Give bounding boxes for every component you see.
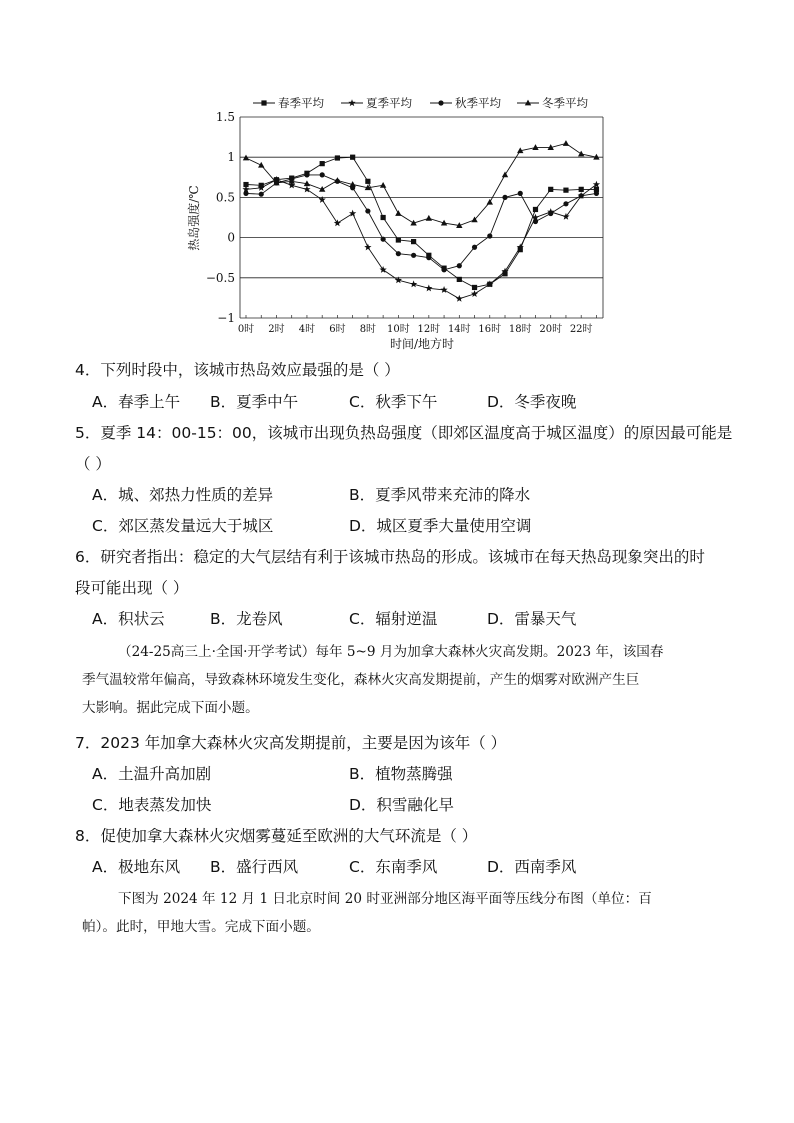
q5-option-a: A．城、郊热力性质的差异 bbox=[92, 486, 274, 504]
y-tick-label: 1 bbox=[227, 150, 235, 165]
question-6-stem: 6．研究者指出：稳定的大气层结有利于该城市热岛的形成。该城市在每天热岛现象突出的时 bbox=[75, 548, 705, 566]
data-point bbox=[320, 161, 325, 166]
data-point bbox=[533, 219, 538, 224]
data-point bbox=[457, 277, 462, 282]
y-tick-labels bbox=[206, 110, 235, 325]
q4-option-d: D．冬季夜晚 bbox=[487, 393, 577, 411]
data-point bbox=[380, 182, 386, 188]
data-point bbox=[438, 100, 443, 105]
question-7-stem: 7．2023 年加拿大森林火灾高发期提前，主要是因为该年（ ） bbox=[75, 734, 507, 752]
y-tick-label: 0 bbox=[227, 230, 235, 245]
q5-option-b: B．夏季风带来充沛的降水 bbox=[349, 486, 531, 504]
series-line bbox=[246, 175, 596, 270]
x-tick-label: 10时 bbox=[386, 324, 410, 335]
data-point bbox=[243, 191, 248, 196]
q8-option-b: B．盛行西风 bbox=[210, 858, 299, 876]
question-4-stem: 4．下列时段中，该城市热岛效应最强的是（ ） bbox=[75, 361, 400, 379]
x-tick-label: 2时 bbox=[268, 324, 285, 335]
legend-label: 秋季平均 bbox=[455, 96, 501, 110]
x-tick-label: 6时 bbox=[329, 324, 346, 335]
passage-2-line-1: 下图为 2024 年 12 月 1 日北京时间 20 时亚洲部分地区海平面等压线分布图（单位：百 bbox=[118, 891, 652, 907]
data-point bbox=[410, 280, 417, 287]
q6-option-b: B．龙卷风 bbox=[210, 610, 283, 628]
x-tick-label: 16时 bbox=[478, 324, 502, 335]
data-point bbox=[594, 191, 599, 196]
data-point bbox=[525, 100, 531, 106]
data-point bbox=[518, 191, 523, 196]
data-point bbox=[425, 284, 432, 291]
legend-label: 春季平均 bbox=[278, 96, 324, 110]
data-point bbox=[304, 172, 309, 177]
x-tick-label: 20时 bbox=[539, 324, 563, 335]
data-point bbox=[348, 99, 355, 106]
x-axis-label: 时间/地方时 bbox=[389, 337, 455, 351]
series-triangle bbox=[243, 140, 600, 228]
q6-option-c: C．辐射逆温 bbox=[349, 610, 438, 628]
q8-option-c: C．东南季风 bbox=[349, 858, 438, 876]
q5-option-d: D．城区夏季大量使用空调 bbox=[349, 517, 532, 535]
data-point bbox=[532, 144, 538, 150]
data-point bbox=[395, 210, 401, 216]
data-point bbox=[426, 215, 432, 221]
q7-option-c: C．地表蒸发加快 bbox=[92, 796, 212, 814]
data-point bbox=[441, 267, 446, 272]
data-point bbox=[502, 195, 507, 200]
question-5-stem-cont: （ ） bbox=[75, 455, 111, 473]
series-square bbox=[243, 155, 599, 290]
chart-grid bbox=[240, 117, 603, 318]
question-8-stem: 8．促使加拿大森林火灾烟雾蔓延至欧洲的大气环流是（ ） bbox=[75, 827, 478, 845]
data-point bbox=[350, 155, 355, 160]
data-point bbox=[261, 100, 266, 105]
data-point bbox=[472, 245, 477, 250]
q4-option-b: B．夏季中午 bbox=[210, 393, 299, 411]
y-tick-label: 0.5 bbox=[215, 190, 235, 205]
data-point bbox=[563, 201, 568, 206]
x-tick-label: 22时 bbox=[569, 324, 593, 335]
x-tick-labels bbox=[238, 322, 593, 335]
data-point bbox=[487, 233, 492, 238]
data-point bbox=[502, 171, 508, 177]
data-point bbox=[548, 187, 553, 192]
data-point bbox=[365, 208, 370, 213]
q7-option-d: D．积雪融化早 bbox=[349, 796, 454, 814]
data-point bbox=[335, 155, 340, 160]
x-tick-label: 8时 bbox=[359, 324, 377, 335]
data-point bbox=[259, 192, 264, 197]
y-tick-label: 1.5 bbox=[215, 110, 235, 124]
x-tick-label: 18时 bbox=[508, 324, 532, 335]
data-point bbox=[578, 151, 584, 157]
x-tick-label: 0时 bbox=[237, 324, 255, 335]
data-point bbox=[457, 263, 462, 268]
data-point bbox=[426, 255, 431, 260]
data-point bbox=[440, 286, 447, 293]
data-point bbox=[365, 179, 370, 184]
chart-legend bbox=[253, 96, 588, 110]
q7-option-a: A．土温升高加剧 bbox=[92, 765, 212, 783]
q5-option-c: C．郊区蒸发量远大于城区 bbox=[92, 517, 274, 535]
q6-option-a: A．积状云 bbox=[92, 610, 165, 628]
question-6-stem-cont: 段可能出现（ ） bbox=[75, 579, 189, 597]
y-axis-label: 热岛强度/℃ bbox=[187, 185, 201, 251]
data-point bbox=[364, 243, 371, 250]
legend-label: 夏季平均 bbox=[366, 96, 412, 110]
x-tick-label: 4时 bbox=[298, 324, 316, 335]
data-point bbox=[548, 211, 553, 216]
legend-label: 冬季平均 bbox=[542, 96, 588, 110]
y-tick-label: −1 bbox=[217, 311, 235, 325]
data-point bbox=[411, 239, 416, 244]
question-5-stem: 5．夏季 14：00-15：00，该城市出现负热岛强度（即郊区温度高于城区温度）的原因最可能是 bbox=[75, 424, 733, 442]
x-tick-label: 12时 bbox=[417, 324, 441, 335]
data-point bbox=[471, 290, 478, 297]
data-point bbox=[320, 172, 325, 177]
data-point bbox=[334, 219, 341, 226]
data-point bbox=[381, 237, 386, 242]
passage-1-line-3: 大影响。据此完成下面小题。 bbox=[82, 700, 259, 716]
q8-option-a: A．极地东风 bbox=[92, 858, 181, 876]
data-point bbox=[381, 215, 386, 220]
data-point bbox=[396, 237, 401, 242]
data-point bbox=[396, 251, 401, 256]
data-point bbox=[411, 253, 416, 258]
passage-1-line-2: 季气温较常年偏高，导致森林环境发生变化，森林火灾高发期提前，产生的烟雾对欧洲产生巨 bbox=[82, 672, 640, 688]
q4-option-c: C．秋季下午 bbox=[349, 393, 438, 411]
data-point bbox=[563, 140, 569, 146]
q8-option-d: D．西南季风 bbox=[487, 858, 577, 876]
q7-option-b: B．植物蒸腾强 bbox=[349, 765, 453, 783]
y-tick-label: −0.5 bbox=[205, 270, 235, 285]
data-point bbox=[579, 187, 584, 192]
data-point bbox=[579, 193, 584, 198]
x-tick-label: 14时 bbox=[447, 324, 471, 335]
data-point bbox=[472, 285, 477, 290]
data-point bbox=[258, 162, 264, 168]
q6-option-d: D．雷暴天气 bbox=[487, 610, 577, 628]
passage-2-line-2: 帕）。此时，甲地大雪。完成下面小题。 bbox=[82, 919, 320, 935]
passage-1-line-1: （24-25高三上·全国·开学考试）每年 5~9 月为加拿大森林火灾高发期。2023 年，该国春 bbox=[118, 644, 664, 660]
data-point bbox=[533, 207, 538, 212]
data-point bbox=[487, 199, 493, 205]
data-point bbox=[456, 295, 463, 302]
series-circle bbox=[243, 172, 599, 272]
series-line bbox=[246, 144, 596, 226]
data-point bbox=[563, 188, 568, 193]
heat-island-chart bbox=[0, 0, 794, 360]
q4-option-a: A．春季上午 bbox=[92, 393, 181, 411]
